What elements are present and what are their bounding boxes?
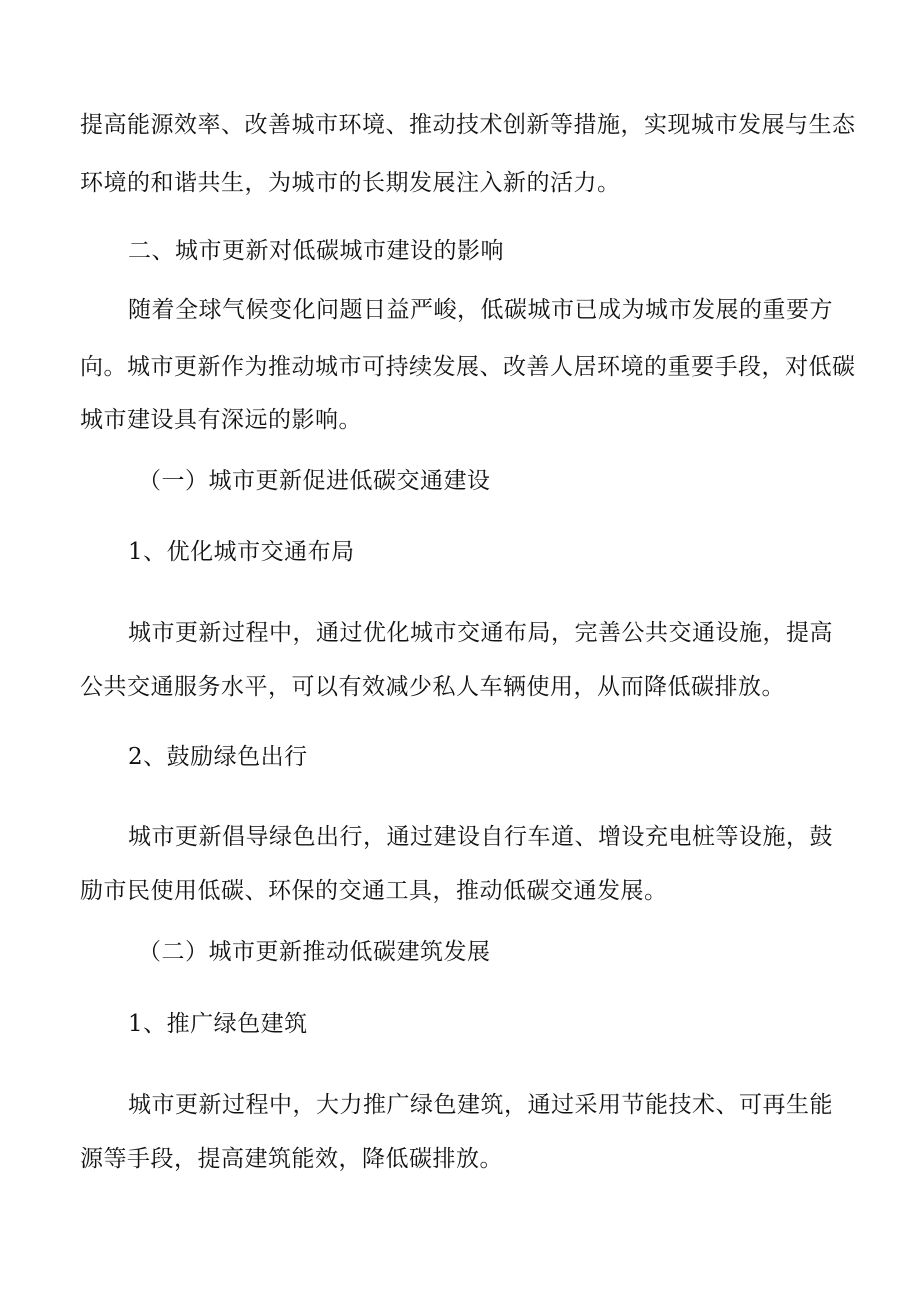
paragraph-line: 源等手段，提高建筑能效，降低碳排放。 [80,1146,503,1172]
paragraph-line: 提高能源效率、改善城市环境、推动技术创新等措施，实现城市发展与生态 [80,112,856,138]
numbered-heading: 1、优化城市交通布局 [128,539,355,565]
paragraph-line: 环境的和谐共生，为城市的长期发展注入新的活力。 [80,170,621,196]
paragraph-line: 励市民使用低碳、环保的交通工具，推动低碳交通发展。 [80,878,668,904]
paragraph-line: 城市建设具有深远的影响。 [80,407,362,433]
numbered-heading: 1、推广绿色建筑 [128,1011,308,1037]
subsection-heading: （二）城市更新推动低碳建筑发展 [138,939,491,965]
numbered-heading: 2、鼓励绿色出行 [128,744,308,770]
subsection-heading: （一）城市更新促进低碳交通建设 [138,468,491,494]
paragraph-line: 城市更新过程中，大力推广绿色建筑，通过采用节能技术、可再生能 [128,1092,833,1118]
section-heading: 二、城市更新对低碳城市建设的影响 [128,238,504,264]
paragraph-line: 城市更新过程中，通过优化城市交通布局，完善公共交通设施，提高 [128,620,833,646]
paragraph-line: 公共交通服务水平，可以有效减少私人车辆使用，从而降低碳排放。 [80,674,785,700]
paragraph-line: 向。城市更新作为推动城市可持续发展、改善人居环境的重要手段，对低碳 [80,354,856,380]
paragraph-line: 随着全球气候变化问题日益严峻，低碳城市已成为城市发展的重要方 [128,297,833,323]
paragraph-line: 城市更新倡导绿色出行，通过建设自行车道、增设充电桩等设施，鼓 [128,824,833,850]
